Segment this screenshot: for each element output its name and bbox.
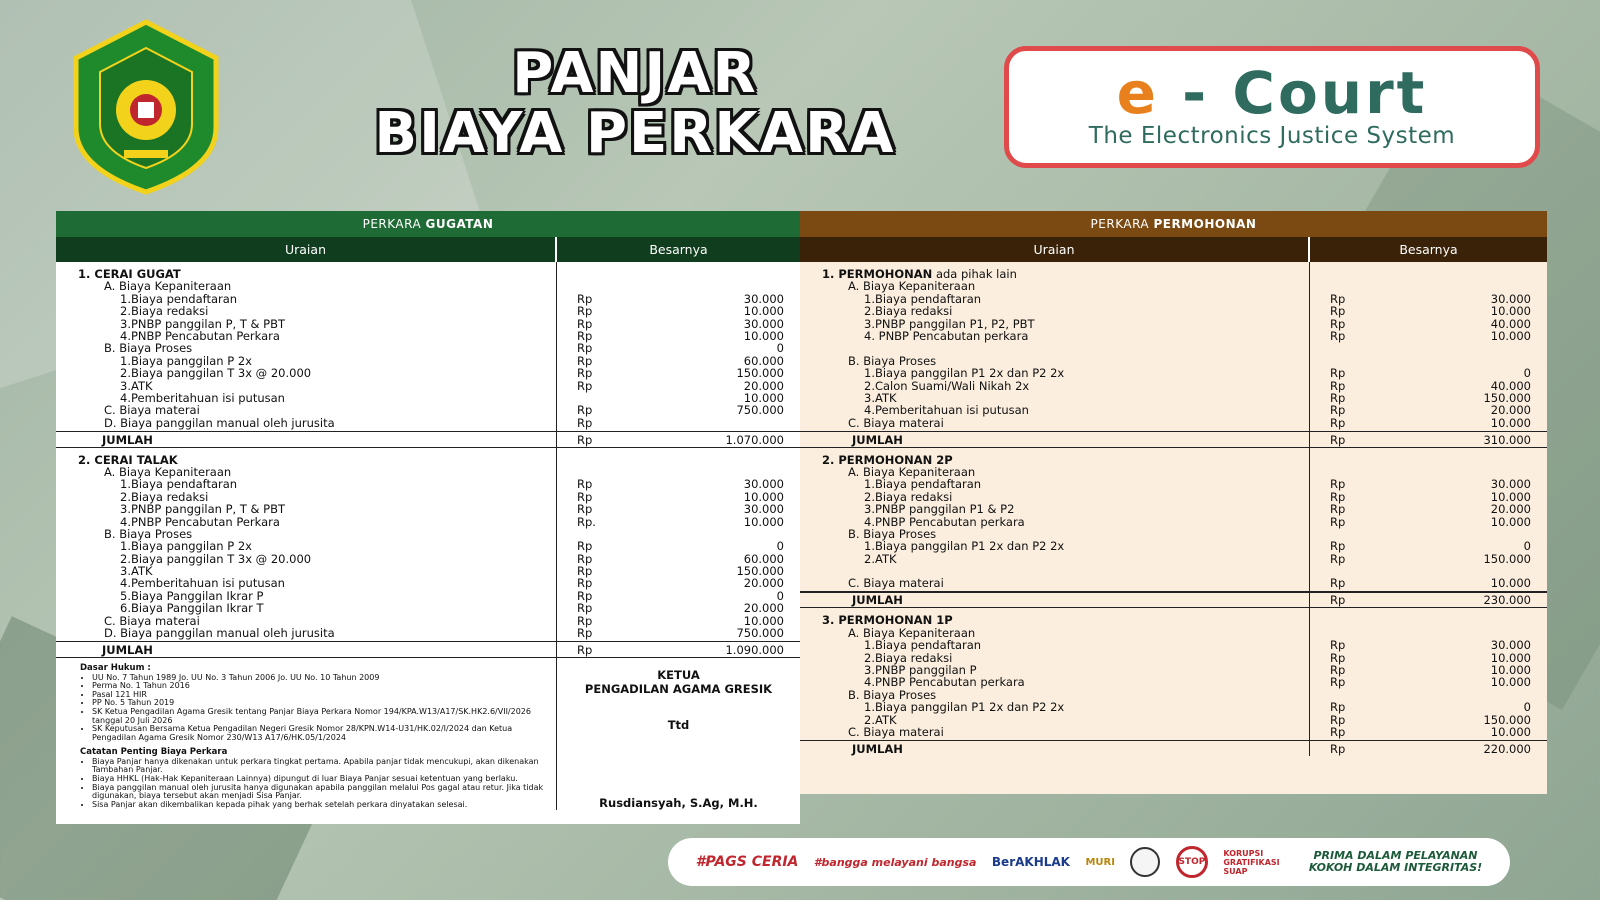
row-rp: Rp [577,304,593,319]
col-besarnya: Besarnya [649,242,708,257]
row-label: D. Biaya panggilan manual oleh jurusita [104,415,335,430]
row-amount: 10.000 [1490,724,1531,739]
row-amount: 750.000 [736,403,784,418]
row-rp: Rp [1330,638,1346,653]
row-label: 4.Pemberitahuan isi putusan [864,403,1029,418]
row-rp: Rp [1330,291,1346,306]
section-cerai-gugat [56,262,800,447]
row-rp: Rp [577,291,593,306]
row-label: 2.Biaya redaksi [864,304,953,319]
row-rp: Rp [1330,415,1346,430]
row-label: C. Biaya materai [848,415,944,430]
signature-block [557,658,800,810]
row-label: 1.Biaya pendaftaran [864,638,982,653]
section-title-bold: 1. PERMOHONAN [822,267,933,281]
row-label: 2.Biaya panggilan T 3x @ 20.000 [120,551,312,566]
row-label: 4.Pemberitahuan isi putusan [120,390,285,405]
row-value [557,330,800,342]
row-rp [557,528,577,540]
jumlah-label: JUMLAH [800,432,1310,447]
row-amount: 0 [1523,700,1531,715]
row-label: 3.PNBP panggilan P1, P2, PBT [864,316,1035,331]
row-rp [1310,689,1330,701]
korupsi-badge: KORUPSI GRATIFIKASI SUAP [1223,848,1280,876]
row-amount [1531,355,1547,367]
row-label: 1.Biaya panggilan P1 2x dan P2 2x [864,366,1065,381]
title-line-1: PANJAR [512,41,758,106]
row-value [1310,540,1547,552]
row-amount: 10.000 [1490,514,1531,529]
row-amount [1531,689,1547,701]
row-amount: 30.000 [743,291,784,306]
row-label: 5.Biaya Panggilan Ikrar P [120,588,264,603]
section-title [800,614,1309,626]
row-label: 4.Pemberitahuan isi putusan [120,576,285,591]
row-amount [784,466,800,478]
bangga-melayani-badge: #bangga melayani bangsa [813,855,977,869]
row-rp: Rp [577,477,593,492]
row-amount: 40.000 [1490,378,1531,393]
note-item: • PP No. 5 Tahun 2019 [92,699,548,708]
row-rp: Rp [1330,304,1346,319]
gugatan-header [56,211,800,237]
row-amount: 10.000 [1490,675,1531,690]
row-amount: 10.000 [743,304,784,319]
row-rp [557,466,577,478]
row-amount: 0 [776,588,784,603]
row-value [1310,577,1547,589]
row-amount: 40.000 [1490,316,1531,331]
row-label: A. Biaya Kepaniteraan [848,464,976,479]
jumlah-rp: Rp [1330,741,1346,756]
row-amount: 20.000 [743,601,784,616]
prima-badge [1309,850,1482,874]
jumlah-amount: 230.000 [1483,593,1531,608]
note-item: • Perma No. 1 Tahun 2016 [92,682,548,691]
gugatan-table [56,211,800,824]
row-amount [1531,565,1547,577]
page-title [340,41,930,167]
row-label: 2.Calon Suami/Wali Nikah 2x [864,378,1030,393]
row-value [557,280,800,292]
row-amount: 10.000 [1490,576,1531,591]
row-amount: 10.000 [743,390,784,405]
row-rp: Rp [1330,502,1346,517]
row-rp: Rp [577,341,593,356]
row-rp: Rp [577,539,593,554]
row-rp: Rp [577,489,593,504]
row-label: 4.PNBP Pencabutan perkara [864,514,1025,529]
row-rp: Rp [1330,316,1346,331]
permohonan-header-bold: PERMOHONAN [1153,217,1257,231]
row-amount: 20.000 [1490,502,1531,517]
row-amount [784,280,800,292]
row-value [1310,676,1547,688]
row-rp [557,392,577,404]
row-amount: 10.000 [1490,489,1531,504]
row-rp: Rp [1330,514,1346,529]
row-value [1310,689,1547,701]
row-value [557,627,800,639]
jumlah-amount: 1.070.000 [725,432,784,447]
row-label: 4.PNBP Pencabutan perkara [864,675,1025,690]
row-amount: 150.000 [736,564,784,579]
section-title-bold: 3. PERMOHONAN 1P [822,613,953,628]
gugatan-header-prefix: PERKARA [362,217,426,231]
jumlah-label: JUMLAH [56,642,557,657]
row-amount: 10.000 [1490,328,1531,343]
note-item: • UU No. 7 Tahun 1989 Jo. UU No. 3 Tahun 2006 Jo. UU No. 10 Tahun 2009 [92,674,548,683]
ecourt-brand [1009,59,1535,127]
note-item: • Pasal 121 HIR [92,691,548,700]
row-value [557,417,800,429]
row-amount: 750.000 [736,626,784,641]
jumlah-amount: 310.000 [1483,432,1531,447]
prima-line-1: PRIMA DALAM PELAYANAN [1313,849,1478,862]
row-amount [1531,528,1547,540]
row-rp [1310,280,1330,292]
row-amount: 30.000 [1490,638,1531,653]
row-label: B. Biaya Proses [848,687,937,702]
row-amount [1531,342,1547,354]
sign-name: Rusdiansyah, S.Ag, M.H. [599,795,758,810]
row-label: 1.Biaya pendaftaran [864,291,982,306]
row-label: 4.PNBP Pencabutan Perkara [120,514,280,529]
ecourt-dash: - [1158,59,1233,127]
ecourt-tagline: The Electronics Justice System [1088,123,1456,149]
row-rp: Rp [577,576,593,591]
ecourt-e: e [1116,59,1159,127]
row-value [1310,553,1547,565]
stop-icon: STOP [1176,846,1208,878]
row-amount: 10.000 [743,514,784,529]
row-rp [1310,528,1330,540]
jumlah-label: JUMLAH [800,741,1310,756]
row-value [557,528,800,540]
row-rp: Rp [577,626,593,641]
row-label: A. Biaya Kepaniteraan [104,279,232,294]
row-amount: 60.000 [743,551,784,566]
row-rp: Rp [1330,366,1346,381]
row-label: 3.ATK [864,390,897,405]
row-label: A. Biaya Kepaniteraan [848,279,976,294]
sign-title-1: KETUA [657,667,700,682]
row-value [1310,639,1547,651]
row-amount: 10.000 [1490,415,1531,430]
row-rp: Rp [1330,539,1346,554]
row-amount [1531,627,1547,639]
row-amount: 10.000 [743,613,784,628]
row-amount: 30.000 [743,502,784,517]
pags-ceria-badge: #PAGS CERIA [695,854,799,870]
section-title: 2. CERAI TALAK [78,452,178,467]
row-label: 2.Biaya panggilan T 3x @ 20.000 [120,366,312,381]
row-amount: 60.000 [743,353,784,368]
row-rp: Rp [1330,700,1346,715]
row-rp [1310,565,1330,577]
catatan-list [80,758,548,810]
row-label: B. Biaya Proses [848,353,937,368]
gugatan-header-bold: GUGATAN [425,217,494,231]
row-value [1310,342,1547,354]
row-rp: Rp [1330,328,1346,343]
row-label: 1.Biaya pendaftaran [120,477,238,492]
row-value [1310,417,1547,429]
row-label: A. Biaya Kepaniteraan [104,464,232,479]
row-amount: 30.000 [743,477,784,492]
row-label: C. Biaya materai [104,613,200,628]
row-value [557,478,800,490]
permohonan-table [800,211,1547,794]
row-rp: Rp [577,588,593,603]
row-label: 1.Biaya pendaftaran [864,477,982,492]
row-amount: 20.000 [743,378,784,393]
permohonan-header [800,211,1547,237]
row-amount: 150.000 [1483,551,1531,566]
row-amount: 0 [776,341,784,356]
row-amount: 0 [1523,539,1531,554]
row-rp: Rp [1330,551,1346,566]
row-amount [1531,280,1547,292]
jumlah-label: JUMLAH [56,432,557,447]
berakhlak-badge: BerAKHLAK [991,855,1070,869]
jumlah-amount: 220.000 [1483,741,1531,756]
row-amount: 30.000 [743,316,784,331]
row-value [1310,305,1547,317]
row-value [557,305,800,317]
note-item: • SK Ketua Pengadilan Agama Gresik tentang Panjar Biaya Perkara Nomor 194/KPA.W13/A17/SK.HK2.6/VII/2026 tanggal 20 Juli 2026 [92,708,548,725]
row-rp: Rp [577,502,593,517]
row-amount: 10.000 [1490,304,1531,319]
section-title: 1. CERAI GUGAT [78,267,181,281]
row-rp: Rp [577,415,593,430]
row-amount: 150.000 [736,366,784,381]
jumlah-label: JUMLAH [800,592,1310,607]
row-rp: Rp [1330,650,1346,665]
note-item: • SK Keputusan Bersama Ketua Pengadilan Negeri Gresik Nomor 28/KPN.W14-U31/HK.02/I/2024 dan Ketua Pengadilan Agama Gresik Nomor 230/W13 A17/6/HK.05/1/2024 [92,725,548,742]
row-rp: Rp [1330,675,1346,690]
row-rp: Rp [1330,403,1346,418]
row-rp: Rp [577,601,593,616]
row-rp: Rp [1330,724,1346,739]
row-rp [1310,342,1330,354]
row-label: 4. PNBP Pencabutan perkara [864,328,1029,343]
jumlah-rp: Rp [1330,432,1346,447]
row-label: 3.PNBP panggilan P [864,662,977,677]
row-amount [784,528,800,540]
gugatan-column-headers [56,237,800,262]
row-rp: Rp [577,378,593,393]
row-value [1310,367,1547,379]
row-label: 3.PNBP panggilan P, T & PBT [120,502,286,517]
row-amount: 20.000 [743,576,784,591]
row-value [557,602,800,614]
permohonan-column-headers [800,237,1547,262]
row-rp: Rp [1330,489,1346,504]
section-permohonan-3 [800,607,1547,755]
row-amount [784,417,800,429]
row-label: B. Biaya Proses [104,526,193,541]
row-label: 1.Biaya panggilan P 2x [120,353,252,368]
row-label: 2.Biaya redaksi [864,650,953,665]
jumlah-rp: Rp [577,642,593,657]
muri-badge: MURI [1085,856,1115,868]
section-title-bold: 2. PERMOHONAN 2P [822,452,953,467]
row-label: 6.Biaya Panggilan Ikrar T [120,601,264,616]
row-amount: 10.000 [1490,662,1531,677]
jumlah-rp: Rp [577,432,593,447]
row-value [1310,404,1547,416]
row-value [1310,478,1547,490]
dasar-hukum-title: Dasar Hukum : [80,662,151,673]
section-cerai-talak [56,447,800,657]
col-uraian: Uraian [800,237,1310,262]
note-item: • Sisa Panjar akan dikembalikan kepada pihak yang berhak setelah perkara dinyatakan selesai. [92,801,548,810]
jumlah-rp: Rp [1330,593,1346,608]
row-value [557,503,800,515]
jumlah-amount: 1.090.000 [725,642,784,657]
row-amount: 30.000 [1490,291,1531,306]
section-permohonan-2 [800,447,1547,608]
sign-title-2: PENGADILAN AGAMA GRESIK [584,681,773,696]
prima-line-2: KOKOH DALAM INTEGRITAS! [1308,861,1483,874]
row-value [1310,355,1547,367]
ecourt-banner [1004,46,1540,168]
row-label: A. Biaya Kepaniteraan [848,625,976,640]
row-label: 1.Biaya panggilan P1 2x dan P2 2x [864,539,1065,554]
row-amount: 20.000 [1490,403,1531,418]
row-rp: Rp [577,564,593,579]
row-label: C. Biaya materai [848,576,944,591]
row-rp [557,280,577,292]
row-value [557,577,800,589]
row-rp [1310,355,1330,367]
row-label: B. Biaya Proses [848,526,937,541]
col-besarnya: Besarnya [1399,242,1458,257]
catatan-title: Catatan Penting Biaya Perkara [80,747,228,758]
note-item: • Biaya Panjar hanya dikenakan untuk perkara tingkat pertama. Apabila panjar tidak mencukupi, akan dikenakan Tambahan Panjar. [92,758,548,775]
row-amount: 0 [1523,366,1531,381]
section-permohonan-1 [800,262,1547,447]
row-rp: Rp [1330,712,1346,727]
row-label: 1.Biaya panggilan P1 2x dan P2 2x [864,700,1065,715]
row-amount: 150.000 [1483,712,1531,727]
row-value [557,404,800,416]
bottom-badge-bar [668,838,1510,886]
row-amount: 150.000 [1483,390,1531,405]
row-label: 3.ATK [120,378,153,393]
row-rp: Rp [577,353,593,368]
row-label: 2.ATK [864,551,897,566]
row-rp: Rp [577,316,593,331]
court-logo [66,18,226,196]
row-rp: Rp [577,366,593,381]
row-label: 2.ATK [864,712,897,727]
row-value [557,516,800,528]
row-value [1310,503,1547,515]
note-item: • Biaya panggilan manual oleh jurusita hanya digunakan apabila panggilan melalui Pos gagal atau retur. Jika tidak digunakan, biaya tersebut akan menjadi Sisa Panjar. [92,784,548,801]
permohonan-header-prefix: PERKARA [1090,217,1154,231]
row-rp: Rp [1330,378,1346,393]
row-rp [1310,466,1330,478]
row-value [1310,330,1547,342]
row-rp: Rp [577,328,593,343]
seal-icon [1130,847,1160,877]
row-value [1310,280,1547,292]
note-item: • Biaya HHKL (Hak-Hak Kepaniteraan Lainnya) dipungut di luar Biaya Panjar sesuai ketentuan yang berlaku. [92,775,548,784]
row-value [1310,726,1547,738]
row-label [800,342,1309,354]
section-title-rest: ada pihak lain [932,267,1017,281]
row-label: 3.PNBP panggilan P, T & PBT [120,316,286,331]
row-value [557,342,800,354]
row-rp: Rp [577,551,593,566]
row-value [1310,528,1547,540]
row-label: 3.ATK [120,564,153,579]
row-label: 2.Biaya redaksi [120,304,209,319]
row-label: D. Biaya panggilan manual oleh jurusita [104,626,335,641]
row-amount: 30.000 [1490,477,1531,492]
row-amount: 10.000 [743,489,784,504]
row-label: 1.Biaya panggilan P 2x [120,539,252,554]
row-rp: Rp [1330,390,1346,405]
row-amount: 10.000 [1490,650,1531,665]
row-label: 2.Biaya redaksi [120,489,209,504]
row-label: 3.PNBP panggilan P1 & P2 [864,502,1015,517]
row-amount: 10.000 [743,328,784,343]
row-rp: Rp [577,403,593,418]
row-rp: Rp [577,613,593,628]
sign-ttd: Ttd [667,717,690,732]
dasar-hukum-list [80,674,548,743]
row-label: 4.PNBP Pencabutan Perkara [120,328,280,343]
row-value [557,367,800,379]
row-amount: 0 [776,539,784,554]
row-value [1310,701,1547,713]
row-rp: Rp [1330,662,1346,677]
row-label: B. Biaya Proses [104,341,193,356]
row-value [1310,516,1547,528]
col-uraian: Uraian [56,237,557,262]
row-rp: Rp [1330,576,1346,591]
row-label: C. Biaya materai [104,403,200,418]
row-rp: Rp [1330,477,1346,492]
ecourt-court: Court [1232,59,1428,127]
row-rp [1310,627,1330,639]
footer-notes [56,657,800,810]
row-amount [1531,466,1547,478]
row-value [557,540,800,552]
row-label: 1.Biaya pendaftaran [120,291,238,306]
row-rp: Rp. [577,514,596,529]
row-label: C. Biaya materai [848,724,944,739]
row-label: 2.Biaya redaksi [864,489,953,504]
title-line-2: BIAYA PERKARA [374,101,896,167]
